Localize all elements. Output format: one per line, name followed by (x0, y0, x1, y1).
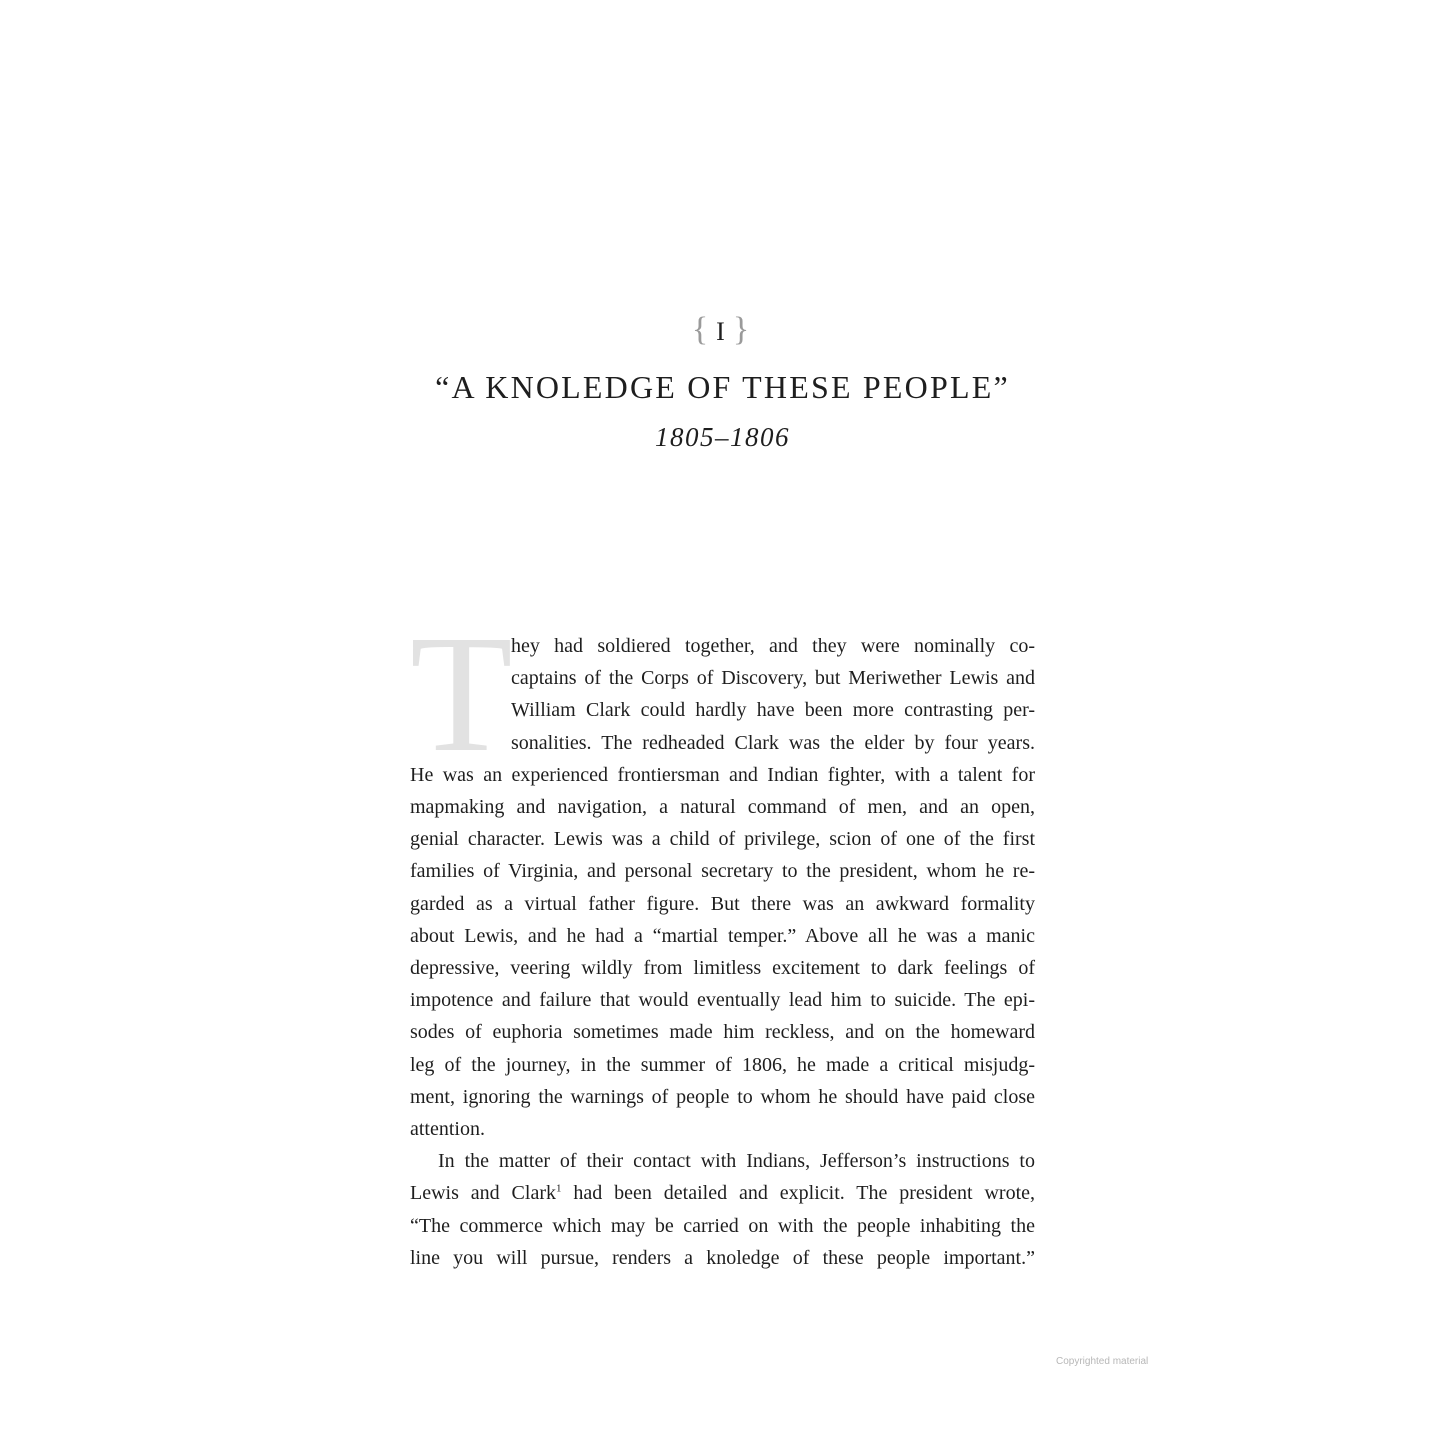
chapter-header (0, 305, 1445, 457)
body-line-segment: had been detailed and explicit. The president wrote, (573, 1182, 1036, 1205)
body-text (410, 601, 1036, 1274)
body-line: captains of the Corps of Discovery, but Meriwether Lewis and (511, 667, 1035, 690)
body-line: In the matter of their contact with Indians, Jefferson’s instructions to (438, 1150, 1035, 1173)
chapter-dates: 1805–1806 (655, 422, 790, 452)
chapter-number-value: I (716, 317, 729, 346)
body-line: depressive, veering wildly from limitless excitement to dark feelings of (410, 957, 1035, 980)
body-line: He was an experienced frontiersman and Indian fighter, with a talent for (410, 763, 1035, 786)
footnote-ref[interactable]: 1 (555, 1182, 562, 1195)
body-line: William Clark could hardly have been more contrasting per- (511, 699, 1035, 722)
body-line: genial character. Lewis was a child of privilege, scion of one of the first (410, 828, 1035, 851)
body-line-segment: Lewis and Clark (410, 1182, 556, 1205)
body-line: sonalities. The redheaded Clark was the elder by four years. (511, 731, 1035, 754)
body-line: sodes of euphoria sometimes made him reckless, and on the homeward (410, 1021, 1035, 1044)
copyright-watermark: Copyrighted material (1056, 1356, 1149, 1367)
body-line: impotence and failure that would eventually lead him to suicide. The epi- (410, 989, 1035, 1012)
chapter-title: “A KNOLEDGE OF THESE PEOPLE” (435, 369, 1010, 405)
body-line: families of Virginia, and personal secretary to the president, whom he re- (410, 860, 1035, 883)
body-line: attention. (410, 1118, 485, 1141)
body-line: mapmaking and navigation, a natural command of men, and an open, (410, 796, 1035, 819)
body-line: ment, ignoring the warnings of people to whom he should have paid close (410, 1085, 1035, 1108)
body-line: line you will pursue, renders a knoledge of these people important.” (410, 1246, 1035, 1269)
drop-cap: T (410, 601, 513, 787)
chapter-number (0, 305, 1445, 357)
brace-close: } (732, 311, 754, 348)
body-line: leg of the journey, in the summer of 1806, he made a critical misjudg- (410, 1053, 1035, 1076)
body-line: about Lewis, and he had a “martial temper.” Above all he was a manic (410, 924, 1035, 947)
brace-open: { (691, 311, 713, 348)
body-line: hey had soldiered together, and they were nominally co- (511, 635, 1035, 657)
body-line: garded as a virtual father figure. But there was an awkward formality (410, 892, 1035, 915)
body-line: “The commerce which may be carried on with the people inhabiting the (410, 1214, 1035, 1237)
body-line-with-footnote (410, 1177, 1035, 1209)
